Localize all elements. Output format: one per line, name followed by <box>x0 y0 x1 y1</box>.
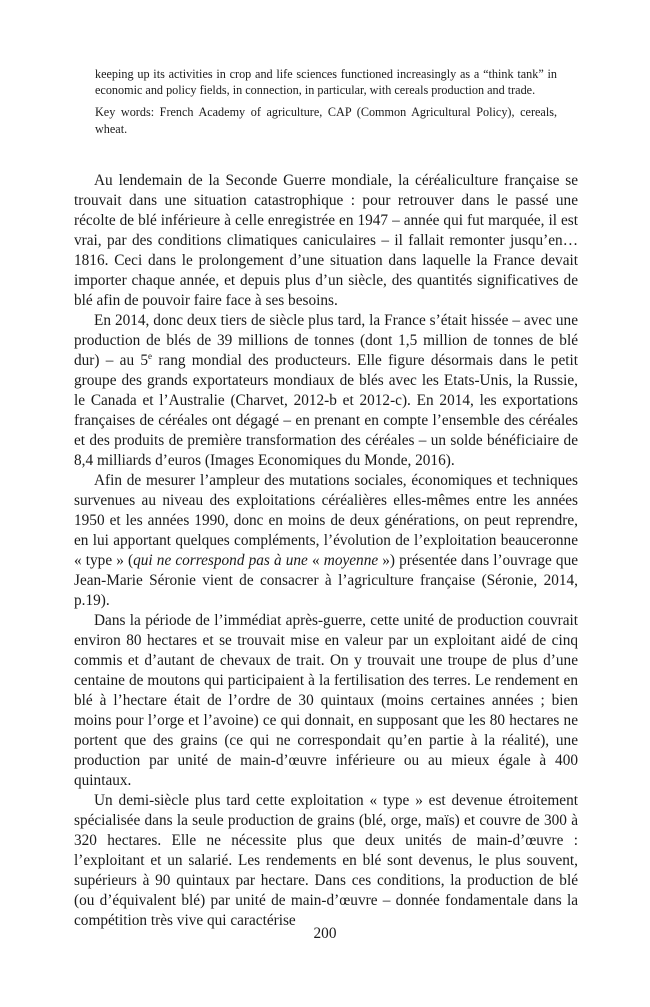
paragraph-1: Au lendemain de la Seconde Guerre mondiale, la céréaliculture française se trouvait dans une situation catastrophique : pour retrouver dans le passé une récolte de blé inférieure à celle enregistrée en 1947 – année qui fut marquée, il est vrai, par des conditions climatiques caniculaires – il fallait remonter jusqu’en… 1816. Ceci dans le prolongement d’une situation dans laquelle la France devait importer chaque année, et depuis plus d’un siècle, des quantités significatives de blé afin de pouvoir faire face à ses besoins. <box>74 172 578 309</box>
paragraph-2-part-b: rang mondial des producteurs. Elle figure désormais dans le petit groupe des grands exportateurs mondiaux de blés avec les Etats-Unis, la Russie, le Canada et l’Australie (Charvet, 2012-b et 2012-c). En 2014, les exportations françaises de céréales ont dégagé – en prenant en compte l’ensemble des céréales et des produits de première transformation des céréales – un solde bénéficiaire de 8,4 milliards d’euros (Images Economiques du Monde, 2016). <box>74 352 578 469</box>
paragraph-3-quote-open: « <box>307 552 324 569</box>
page-number: 200 <box>313 925 337 942</box>
paragraph-3 <box>74 471 578 611</box>
abstract-text: keeping up its activities in crop and life sciences functioned increasingly as a “think tank” in economic and policy fields, in connection, in particular, with cereals production and trade. <box>95 67 557 98</box>
paragraph-3-part-b: ») présentée dans l’ouvrage que Jean-Marie Séronie vient de consacrer à l’agriculture française (Séronie, 2014, p.19). <box>74 552 579 609</box>
abstract-keywords: Key words: French Academy of agriculture, CAP (Common Agricultural Policy), cereals, wheat. <box>95 105 557 136</box>
ordinal-superscript: e <box>148 350 153 361</box>
abstract-block <box>95 66 557 137</box>
paragraph-3-italic-1: qui ne correspond pas à une <box>133 552 308 569</box>
paragraph-2-part-a: En 2014, donc deux tiers de siècle plus tard, la France s’était hissée – avec une production de blés de 39 millions de tonnes (dont 1,5 million de tonnes de blé dur) – au 5 <box>74 312 578 369</box>
paragraph-3-part-a: Afin de mesurer l’ampleur des mutations sociales, économiques et techniques survenues au niveau des exploitations céréalières elles-mêmes entre les années 1950 et les années 1990, donc en moins de deux générations, on peut reprendre, en lui apportant quelques compléments, l’évolution de l’exploitation beauceronne « type » ( <box>74 472 578 569</box>
paragraph-4: Dans la période de l’immédiat après-guerre, cette unité de production couvrait environ 80 hectares et se trouvait mise en valeur par un exploitant aidé de cinq commis et d’autant de chevaux de trait. On y trouvait une troupe de plus d’une centaine de moutons qui participaient à la fertilisation des terres. Le rendement en blé à l’hectare était de l’ordre de 30 quintaux (moins certaines années ; bien moins pour l’orge et l’avoine) ce qui donnait, en supposant que les 80 hectares ne portent que des grains (ce qui ne correspondait qu’en partie à la réalité), une production par unité de main-d’œuvre inférieure ou au mieux égale à 400 quintaux. <box>74 612 578 789</box>
paragraph-5: Un demi-siècle plus tard cette exploitation « type » est devenue étroitement spécialisée dans la seule production de grains (blé, orge, maïs) et couvre de 300 à 320 hectares. Elle ne nécessite plus que deux unités de main-d’œuvre : l’exploitant et un salarié. Les rendements en blé sont devenus, le plus souvent, supérieurs à 90 quintaux par hectare. Dans ces conditions, la production de blé (ou d’équivalent blé) par unité de main-d’œuvre – donnée fondamentale dans la compétition très vive qui caractérise <box>74 792 578 929</box>
paragraph-3-italic-2: moyenne <box>323 552 379 569</box>
body-text <box>74 171 578 931</box>
paragraph-2 <box>74 311 578 471</box>
